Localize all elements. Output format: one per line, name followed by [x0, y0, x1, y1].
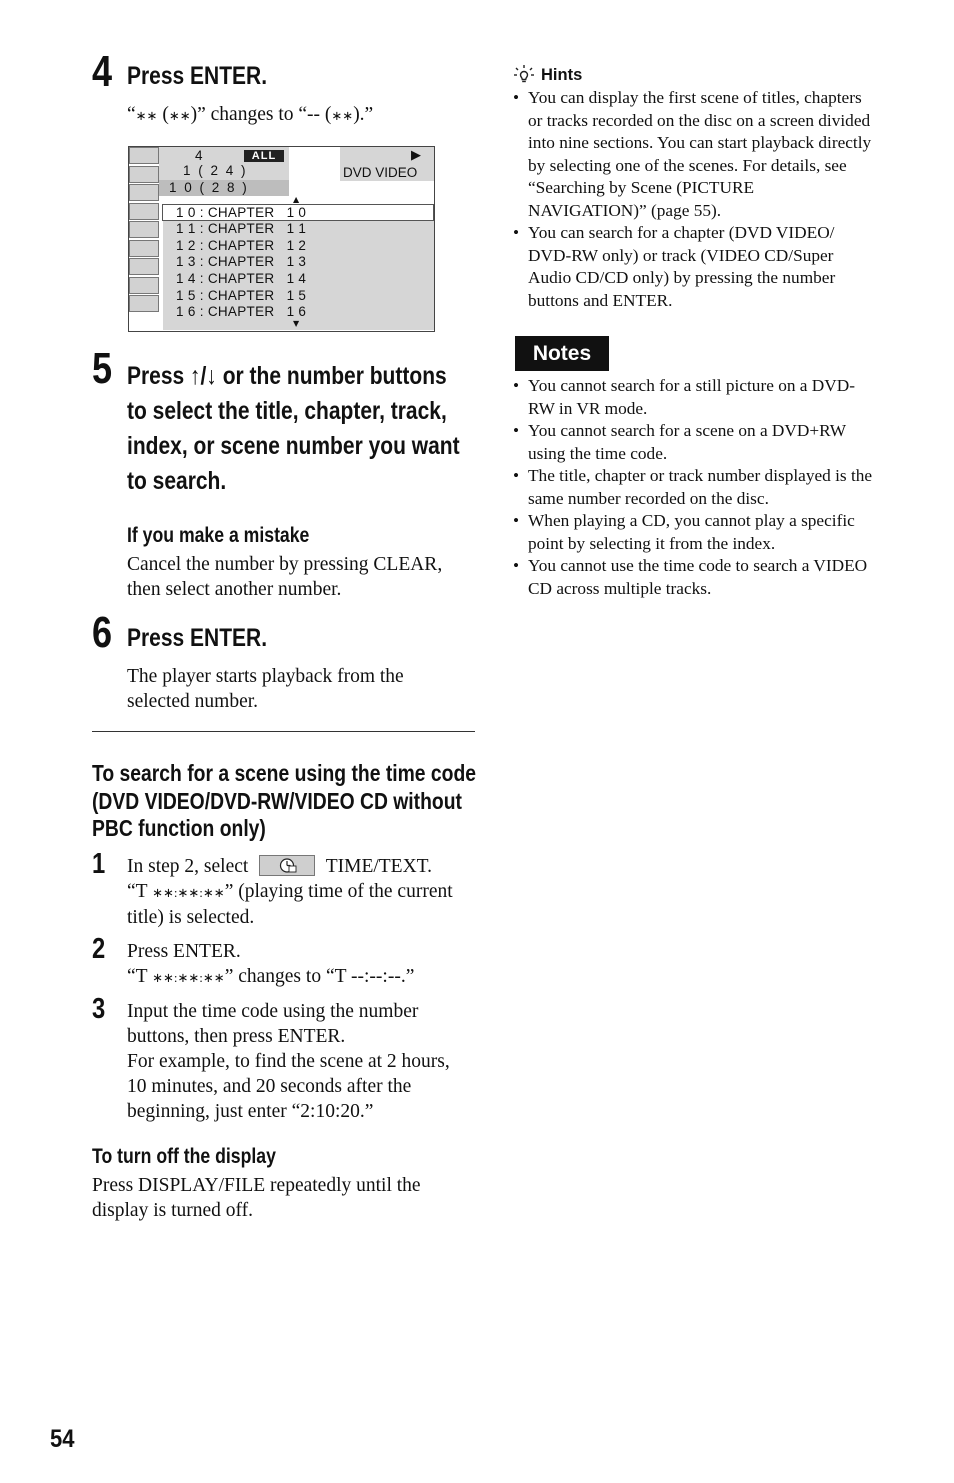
turnoff-title: To turn off the display — [92, 1145, 276, 1168]
note-item: • You cannot search for a scene on a DVD+RW using the time code. — [513, 420, 872, 465]
scroll-up-icon: ▲ — [293, 195, 300, 204]
timecode-step-2-number: 2 — [92, 933, 106, 965]
timecode-title: To search for a scene using the time code (DVD VIDEO/DVD-RW/VIDEO CD without PBC function only) — [92, 760, 477, 841]
page-number: 54 — [50, 1425, 75, 1453]
chapter-row: 1 2 : CHAPTER 1 2 — [176, 237, 307, 253]
timecode-step-3-text: Input the time code using the number buttons, then press ENTER. For example, to find the scene at 2 hours, 10 minutes, and 20 seconds after the beginning, just enter “2:10:20.” — [127, 1001, 450, 1122]
step-5-heading: Press ↑/↓ or the number buttons to select the title, chapter, track, index, or scene number you want to search. — [127, 362, 460, 495]
hint-item: • You can display the first scene of titles, chapters or tracks recorded on the disc on a screen divided into nine sections. You can start playback directly by selecting one of the scenes. For details, see “Searching by Scene (PICTURE NAVIGATION)” (page 55). — [513, 87, 871, 222]
hints-title: Hints — [541, 66, 583, 84]
disc-type-label: DVD VIDEO — [343, 165, 418, 180]
all-badge: ALL — [244, 150, 284, 162]
timecode-step-3-number: 3 — [92, 993, 106, 1025]
step-5-number: 5 — [92, 344, 113, 393]
note-item: • The title, chapter or track number displayed is the same number recorded on the disc. — [513, 465, 872, 510]
chapter-row: 1 1 : CHAPTER 1 1 — [176, 221, 307, 236]
turnoff-text: Press DISPLAY/FILE repeatedly until the display is turned off. — [92, 1175, 421, 1221]
section-divider — [92, 731, 475, 732]
step-6-number: 6 — [92, 608, 113, 657]
timecode-step-2-text: Press ENTER. “T ∗∗:∗∗:∗∗” changes to “T --:--:--.” — [127, 941, 415, 987]
note-item: • You cannot use the time code to search a VIDEO CD across multiple tracks. — [513, 555, 872, 600]
mistake-title: If you make a mistake — [127, 524, 310, 547]
hints-list — [513, 87, 871, 312]
control-menu-icon-column — [129, 147, 159, 293]
step-4-number: 4 — [92, 47, 113, 96]
step-4-text: “∗∗ (∗∗)” changes to “-- (∗∗).” — [127, 104, 374, 125]
chapter-row: 1 6 : CHAPTER 1 6 — [176, 304, 307, 320]
title-number: 4 — [195, 148, 205, 163]
time-text-icon — [259, 855, 315, 876]
step-6-text: The player starts playback from the selected number. — [127, 666, 404, 712]
chapter-list — [163, 204, 434, 330]
chapter-row: 1 3 : CHAPTER 1 3 — [176, 254, 307, 270]
chapter-row: 1 4 : CHAPTER 1 4 — [176, 271, 307, 287]
chapter-row: 1 5 : CHAPTER 1 5 — [176, 287, 307, 303]
chapter-count: 1 0 ( 2 8 ) — [169, 180, 249, 195]
chapter-row-selected: 1 0 : CHAPTER 1 0 — [162, 204, 434, 221]
timecode-step-1-number: 1 — [92, 848, 106, 880]
step-4-heading: Press ENTER. — [127, 62, 268, 90]
timecode-step-1-text: In step 2, select TIME/TEXT. “T ∗∗:∗∗:∗∗” (playing time of the current title) is selected. — [127, 856, 453, 928]
chapter-search-screen — [128, 146, 435, 332]
hint-item: • You can search for a chapter (DVD VIDEO/ DVD-RW only) or track (VIDEO CD/Super Audio CD/CD only) by pressing the number buttons and ENTER. — [513, 222, 871, 312]
mistake-text: Cancel the number by pressing CLEAR, then select another number. — [127, 554, 443, 600]
step-6-heading: Press ENTER. — [127, 624, 268, 652]
notes-title: Notes — [515, 336, 609, 371]
play-icon: ▶ — [411, 148, 421, 163]
note-item: • You cannot search for a still picture on a DVD- RW in VR mode. — [513, 375, 872, 420]
note-item: • When playing a CD, you cannot play a specific point by selecting it from the index. — [513, 510, 872, 555]
scroll-down-icon: ▼ — [293, 319, 300, 328]
title-count: 1 ( 2 4 ) — [183, 163, 248, 178]
notes-list — [513, 375, 872, 600]
